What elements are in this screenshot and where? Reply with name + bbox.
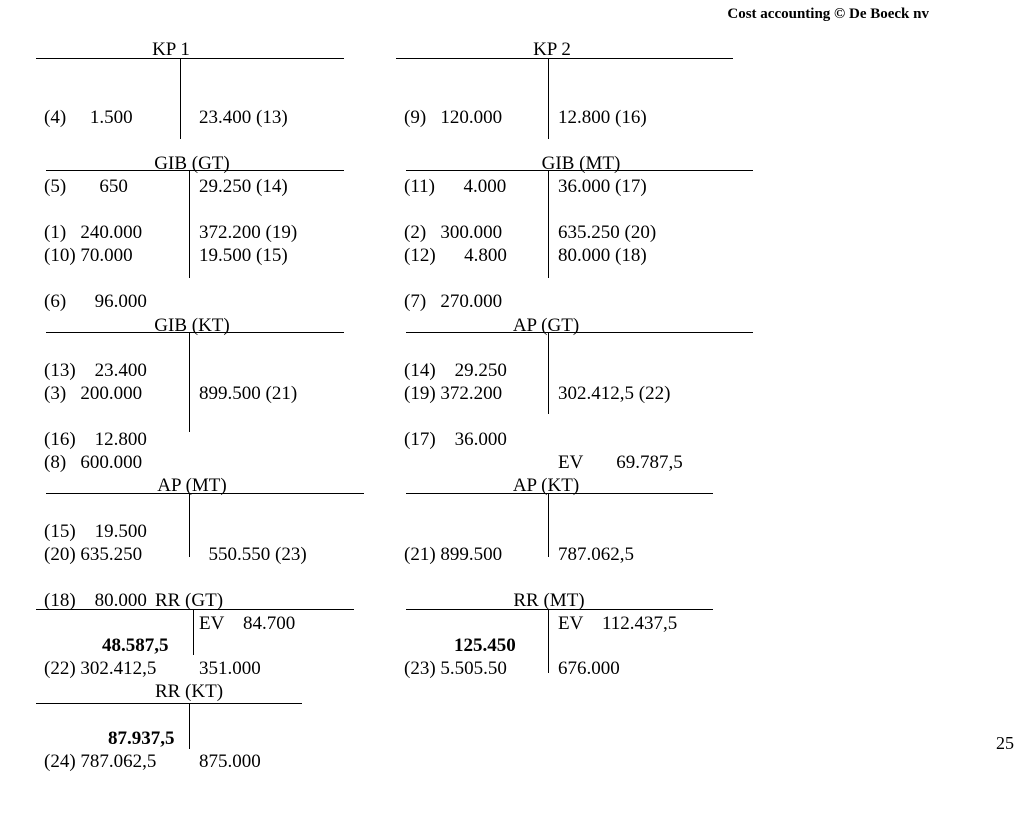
credit-entry: EV 84.700 — [199, 613, 296, 634]
account-top-rule — [406, 493, 713, 494]
credit-entry: 787.062,5 — [558, 544, 634, 565]
debit-entry: (4) 1.500 — [44, 107, 133, 128]
account-title: GIB (GT) — [154, 153, 230, 174]
credit-entry: 36.000 (17) — [558, 176, 647, 197]
debit-entry: (8) 600.000 — [44, 452, 143, 473]
credit-entry: 80.000 (18) — [558, 245, 647, 266]
account-title: AP (MT) — [157, 475, 227, 496]
debit-entry: (20) 635.250 — [44, 544, 143, 565]
account-top-rule — [406, 170, 753, 171]
account-top-rule — [46, 332, 344, 333]
account-title: RR (KT) — [154, 681, 224, 702]
account-title: KP 2 — [533, 39, 571, 60]
account-title: GIB (KT) — [154, 315, 230, 336]
credit-entry: 302.412,5 (22) — [558, 383, 671, 404]
debit-entry: (3) 200.000 — [44, 383, 143, 404]
slide-header: Cost accounting © De Boeck nv — [727, 6, 929, 22]
debit-entry: (9) 120.000 — [404, 107, 503, 128]
debit-total: 48.587,5 — [102, 635, 169, 656]
credit-entry: 372.200 (19) — [199, 222, 298, 243]
account-title: GIB (MT) — [541, 153, 621, 174]
account-title: AP (KT) — [512, 475, 580, 496]
debit-entry: (16) 12.800 — [44, 429, 147, 450]
account-top-rule — [36, 58, 344, 59]
credit-entry: 875.000 — [199, 751, 261, 772]
credit-side — [558, 175, 656, 290]
account-divider — [548, 332, 549, 414]
debit-entry: (7) 270.000 — [404, 291, 503, 312]
debit-entry: (19) 372.200 — [404, 383, 503, 404]
credit-entry: 676.000 — [558, 658, 620, 679]
debit-entry: (10) 70.000 — [44, 245, 133, 266]
credit-side — [199, 704, 261, 819]
credit-entry: 19.500 (15) — [199, 245, 288, 266]
account-divider — [548, 609, 549, 673]
account-title: AP (GT) — [512, 315, 580, 336]
credit-side — [199, 175, 297, 290]
debit-entry: (23) 5.505.50 — [404, 658, 507, 679]
account-top-rule — [46, 170, 344, 171]
account-title: RR (GT) — [154, 590, 224, 611]
account-divider — [180, 58, 181, 139]
account-top-rule — [36, 609, 354, 610]
account-divider — [189, 170, 190, 278]
account-divider — [189, 493, 190, 557]
account-top-rule — [406, 332, 753, 333]
t-account-rr-gt — [36, 589, 356, 679]
credit-entry: EV 112.437,5 — [558, 613, 678, 634]
debit-entry: (18) 80.000 — [44, 590, 147, 611]
debit-total: 87.937,5 — [108, 728, 175, 749]
credit-entry: EV 69.787,5 — [558, 452, 683, 473]
account-top-rule — [46, 493, 364, 494]
debit-entry: (13) 23.400 — [44, 360, 147, 381]
account-divider — [189, 703, 190, 749]
account-title: RR (MT) — [513, 590, 585, 611]
credit-entry: 550.550 (23) — [199, 544, 307, 565]
credit-side — [558, 611, 620, 726]
debit-total: 125.450 — [454, 635, 516, 656]
account-divider — [193, 609, 194, 655]
account-top-rule — [406, 609, 713, 610]
debit-entry: (15) 19.500 — [44, 521, 147, 542]
debit-side — [404, 336, 502, 451]
debit-entry: (21) 899.500 — [404, 544, 503, 565]
debit-entry: (12) 4.800 — [404, 245, 507, 266]
credit-entry: 899.500 (21) — [199, 383, 298, 404]
debit-entry: (2) 300.000 — [404, 222, 503, 243]
debit-side — [44, 704, 156, 819]
t-account-rr-mt — [396, 589, 716, 679]
account-top-rule — [396, 58, 733, 59]
debit-entry: (1) 240.000 — [44, 222, 143, 243]
account-divider — [548, 58, 549, 139]
debit-entry: (11) 4.000 — [404, 176, 507, 197]
debit-entry: (22) 302.412,5 — [44, 658, 157, 679]
account-divider — [548, 170, 549, 278]
credit-entry: 23.400 (13) — [199, 107, 288, 128]
credit-entry: 635.250 (20) — [558, 222, 657, 243]
t-account-rr-kt — [36, 680, 306, 772]
account-title: KP 1 — [152, 39, 190, 60]
credit-entry: 351.000 — [199, 658, 261, 679]
debit-entry: (17) 36.000 — [404, 429, 507, 450]
credit-entry: 12.800 (16) — [558, 107, 647, 128]
credit-entry: 29.250 (14) — [199, 176, 288, 197]
account-divider — [189, 332, 190, 432]
debit-entry: (24) 787.062,5 — [44, 751, 157, 772]
credit-side — [199, 336, 297, 451]
debit-side — [404, 611, 507, 726]
debit-entry: (14) 29.250 — [404, 360, 507, 381]
account-divider — [548, 493, 549, 557]
debit-entry: (5) 650 — [44, 176, 128, 197]
debit-entry: (6) 96.000 — [44, 291, 147, 312]
page-number: 25 — [996, 733, 1014, 753]
